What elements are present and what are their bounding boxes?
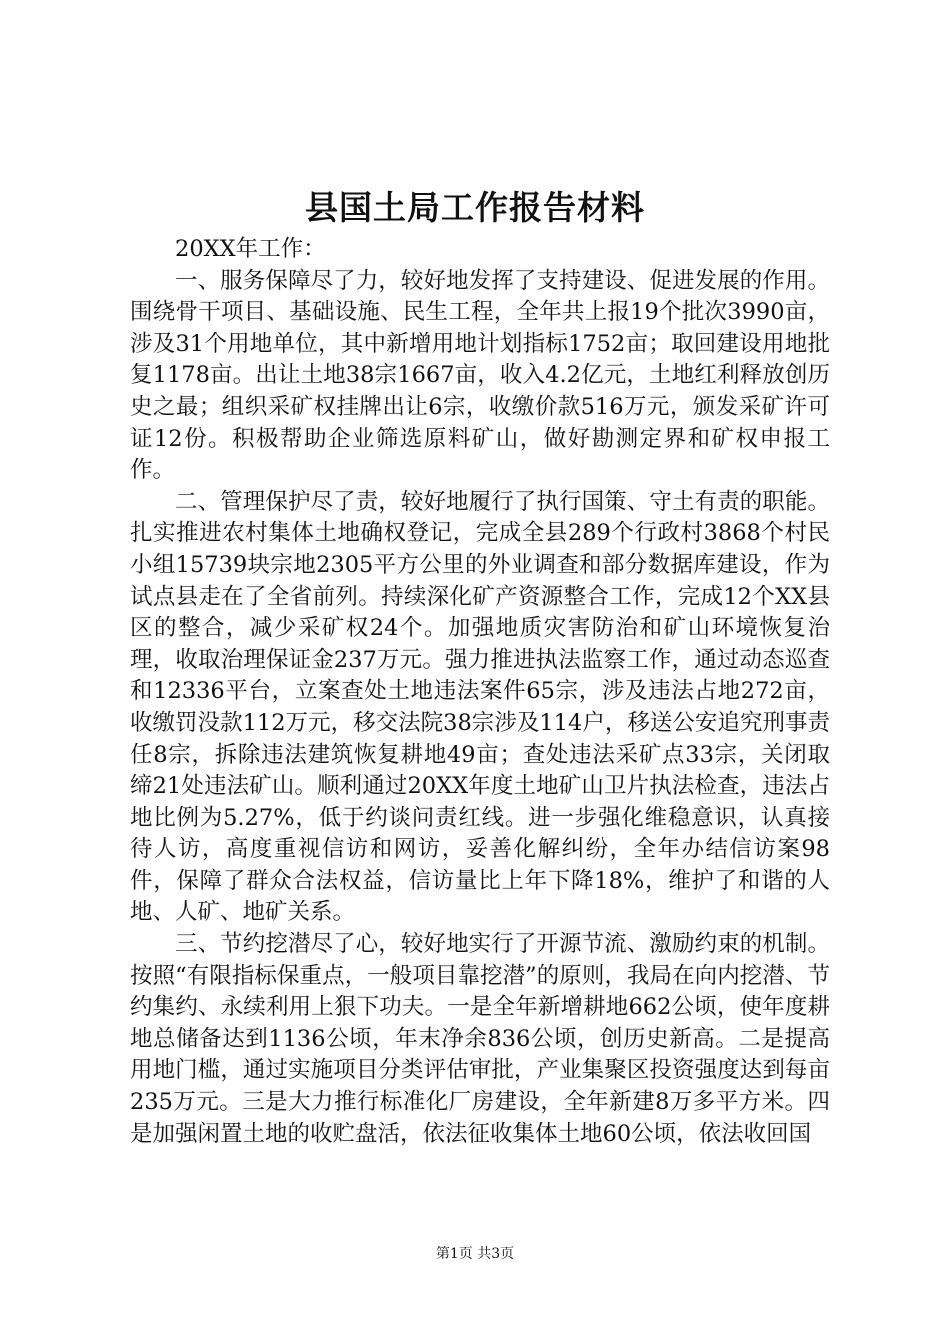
paragraph-management-protection: 二、管理保护尽了责，较好地履行了执行国策、守土有责的职能。扎实推进农村集体土地确权登记，完成全县289个行政村3868个村民小组15739块宗地2305平方公里的外业调查和部分数据库建设，作为试点县走在了全省前列。持续深化矿产资源整合工作，完成12个XX县区的整合，减少采矿权24个。加强地质灾害防治和矿山环境恢复治理，收取治理保证金237万元。强力推进执法监察工作，通过动态巡查和12336平台，立案查处土地违法案件65宗，涉及违法占地272亩，收缴罚没款112万元，移交法院38宗涉及114户，移送公安追究刑事责任8宗，拆除违法建筑恢复耕地49亩；查处违法采矿点33宗，关闭取缔21处违法矿山。顺利通过20XX年度土地矿山卫片执法检查，违法占地比例为5.27%，低于约谈问责红线。进一步强化维稳意识，认真接待人访，高度重视信访和网访，妥善化解纠纷，全年办结信访案98件，保障了群众合法权益，信访量比上年下降18%，维护了和谐的人地、人矿、地矿关系。 (130, 488, 830, 926)
document-body (130, 234, 830, 1150)
paragraph-saving-potential: 三、节约挖潜尽了心，较好地实行了开源节流、激励约束的机制。按照“有限指标保重点，一般项目靠挖潜”的原则，我局在向内挖潜、节约集约、永续利用上狠下功夫。一是全年新增耕地662公顷，使年度耕地总储备达到1136公顷，年末净余836公顷，创历史新高。二是提高用地门槛，通过实施项目分类评估审批，产业集聚区投资强度达到每亩235万元。三是大力推行标准化厂房建设，全年新建8万多平方米。四是加强闲置土地的收贮盘活，依法征收集体土地60公顷，依法收回国 (130, 931, 830, 1147)
paragraph-year-heading: 20XX年工作： (175, 236, 326, 262)
paragraph-service-guarantee: 一、服务保障尽了力，较好地发挥了支持建设、促进发展的作用。围绕骨干项目、基础设施、民生工程，全年共上报19个批次3990亩，涉及31个用地单位，其中新增用地计划指标1752亩；取回建设用地批复1178亩。出让土地38宗1667亩，收入4.2亿元，土地红利释放创历史之最；组织采矿权挂牌出让6宗，收缴价款516万元，颁发采矿许可证12份。积极帮助企业筛选原料矿山，做好勘测定界和矿权申报工作。 (130, 267, 830, 484)
page-number-footer: 第1页 共3页 (435, 1246, 515, 1262)
document-title: 县国土局工作报告材料 (305, 188, 645, 227)
